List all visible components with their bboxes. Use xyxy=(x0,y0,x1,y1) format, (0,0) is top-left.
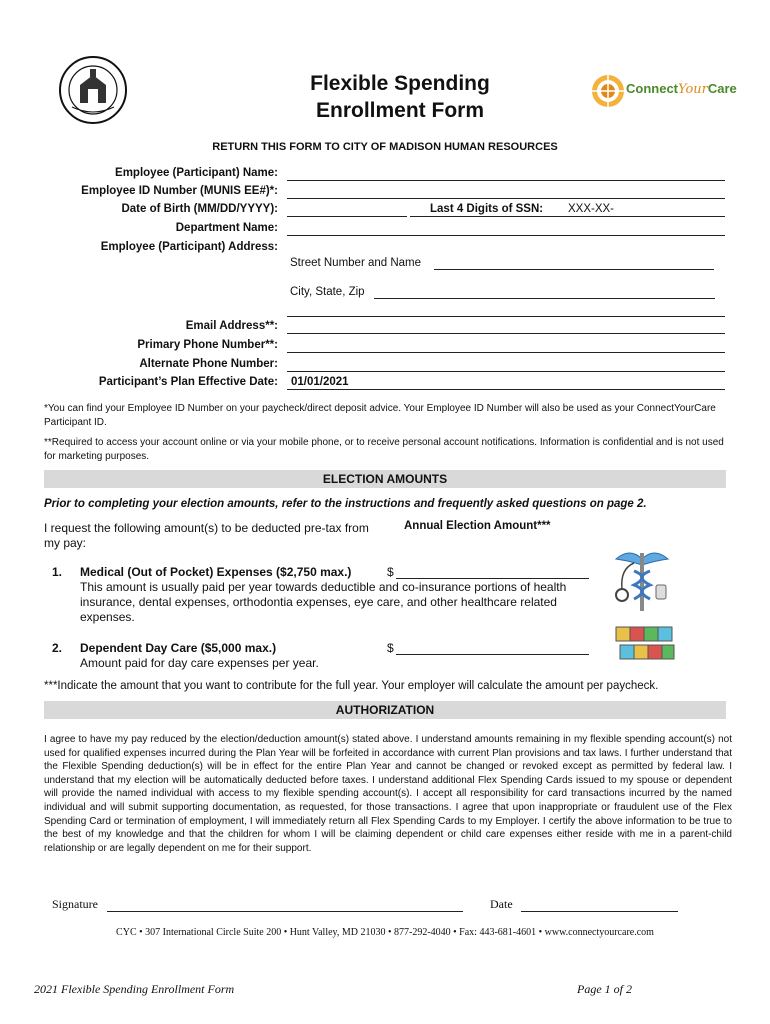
employee-id-field[interactable] xyxy=(287,198,725,199)
effective-date-label: Participant’s Plan Effective Date: xyxy=(98,376,278,388)
employee-id-label: Employee ID Number (MUNIS EE#)*: xyxy=(81,185,278,197)
dob-field[interactable] xyxy=(287,216,407,217)
date-label: Date xyxy=(490,897,513,911)
primary-phone-field[interactable] xyxy=(287,352,725,353)
ssn-prefix: XXX-XX- xyxy=(568,203,615,215)
authorization-heading: AUTHORIZATION xyxy=(44,701,726,719)
form-title xyxy=(250,70,550,124)
city-hint: City, State, Zip xyxy=(290,286,365,298)
note-employee-id: *You can find your Employee ID Number on your paycheck/direct deposit advice. Your Employee ID Number will also be used as your ConnectYourCare Participant ID. xyxy=(44,403,716,428)
item-1-title: Medical (Out of Pocket) Expenses ($2,750 max.) xyxy=(80,565,352,579)
alphabet-blocks-icon xyxy=(614,623,676,665)
alt-phone-label: Alternate Phone Number: xyxy=(139,358,278,370)
connectyourcare-logo xyxy=(590,67,737,115)
signature-date-field[interactable] xyxy=(521,911,678,912)
medical-amount-field[interactable] xyxy=(396,578,589,579)
name-label: Employee (Participant) Name: xyxy=(115,167,278,179)
city-seal xyxy=(58,55,128,125)
logo-care: Care xyxy=(707,81,737,96)
ssn-label: Last 4 Digits of SSN: xyxy=(430,203,544,215)
address-label: Employee (Participant) Address: xyxy=(100,241,278,253)
caduceus-icon xyxy=(612,545,672,615)
election-footnote: ***Indicate the amount that you want to contribute for the full year. Your employer will calculate the amount per paycheck. xyxy=(44,680,659,692)
city-field[interactable] xyxy=(374,298,715,299)
page-number: Page 1 of 2 xyxy=(577,982,632,996)
election-instruction: Prior to completing your election amounts, refer to the instructions and frequently asked questions on page 2. xyxy=(44,498,647,510)
item-2-dollar: $ xyxy=(387,641,394,655)
effective-date-field[interactable] xyxy=(287,389,725,390)
request-text: I request the following amount(s) to be deducted pre-tax from my pay: xyxy=(44,521,369,550)
note-required: **Required to access your account online or via your mobile phone, or to receive personal account notifications. Information is confidential and is not used for marketing purposes. xyxy=(44,437,724,462)
item-2-number: 2. xyxy=(52,641,63,655)
item-2-description: Amount paid for day care expenses per year. xyxy=(80,656,319,670)
alt-phone-field[interactable] xyxy=(287,371,725,372)
item-1-number: 1. xyxy=(52,565,63,579)
address-extra-line[interactable] xyxy=(287,316,725,317)
effective-date-value: 01/01/2021 xyxy=(291,376,349,388)
title-line-2: Enrollment Form xyxy=(315,99,484,122)
department-field[interactable] xyxy=(287,235,725,236)
footer-form-name: 2021 Flexible Spending Enrollment Form xyxy=(34,982,235,996)
return-instruction: RETURN THIS FORM TO CITY OF MADISON HUMAN RESOURCES xyxy=(212,141,558,153)
title-line-1: Flexible Spending xyxy=(310,72,490,95)
logo-connect: Connect xyxy=(626,81,678,96)
name-field[interactable] xyxy=(287,180,725,181)
item-1-description: This amount is usually paid per year towards deductible and co-insurance portions of health insurance, dental expenses, orthodontia expenses, eye care, and other healthcare related expenses. xyxy=(80,580,567,624)
email-label: Email Address**: xyxy=(185,320,278,332)
dob-label: Date of Birth (MM/DD/YYYY): xyxy=(121,203,278,215)
item-1-dollar: $ xyxy=(387,565,394,579)
street-hint: Street Number and Name xyxy=(290,257,422,269)
item-2-title: Dependent Day Care ($5,000 max.) xyxy=(80,641,277,655)
signature-label: Signature xyxy=(52,897,98,911)
footer-address: CYC • 307 International Circle Suite 200 • Hunt Valley, MD 21030 • 877-292-4040 • Fax: 443-681-4601 • www.connectyourcare.com xyxy=(116,927,654,938)
primary-phone-label: Primary Phone Number**: xyxy=(137,339,278,351)
election-heading: ELECTION AMOUNTS xyxy=(44,470,726,488)
email-field[interactable] xyxy=(287,333,725,334)
authorization-text: I agree to have my pay reduced by the election/deduction amount(s) stated above. I understand amounts remaining in my flexible spending account(s) not used for qualified expenses incurred during the Plan Year will be forfeited in accordance with current Plan provisions and tax laws. I further understand that the Flexible Spending deduction(s) will be in effect for the entire Plan Year and cannot be changed or revoked except as permitted by federal law. I understand that my election will be automatically deducted before taxes. I understand additional Flex Spending Cards issued to my spouse or dependent will provide the named individual with access to my flexible spending account(s). I accept all responsibility for card transactions incurred by the named individual and will submit supporting documentation, as requested, for those transactions. I agree that upon inappropriate or fraudulent use of the Flex Spending Card or termination of employment, I will immediately return all Flex Spending Cards to my Employer. I certify the above information to be true to the best of my knowledge and that the children for whom I will be claiming dependent or child care expenses either reside with me in a parent-child relationship or are legally dependent on me for their support. xyxy=(44,734,732,854)
street-field[interactable] xyxy=(434,269,714,270)
logo-your: Your xyxy=(678,82,708,97)
annual-amount-header: Annual Election Amount*** xyxy=(404,520,551,532)
daycare-amount-field[interactable] xyxy=(396,654,589,655)
department-label: Department Name: xyxy=(175,222,278,234)
signature-field[interactable] xyxy=(107,911,463,912)
ssn-field[interactable] xyxy=(410,216,725,217)
